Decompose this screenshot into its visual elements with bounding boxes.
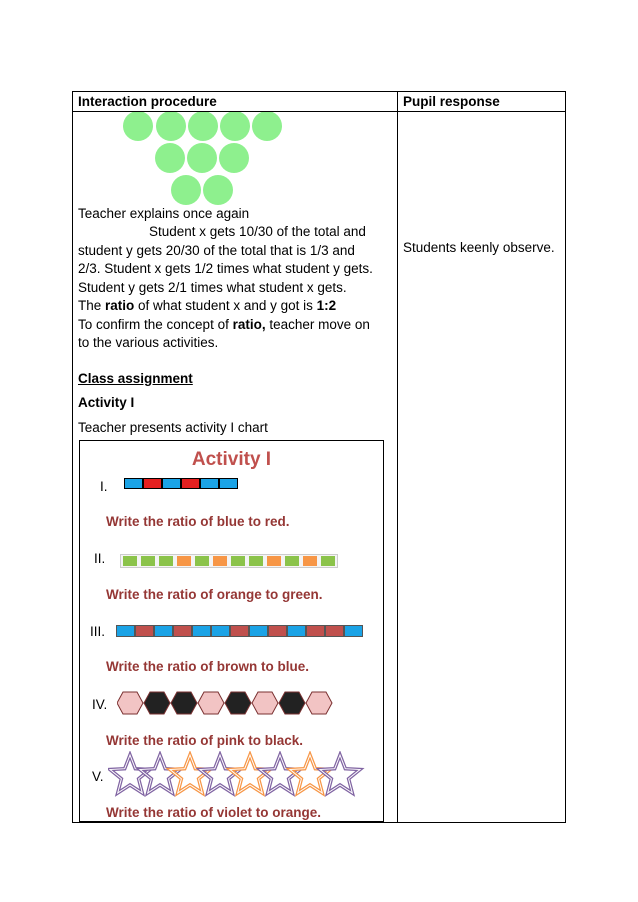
hexagon-black	[279, 692, 305, 714]
bar-blue-red	[124, 478, 238, 489]
star-row	[108, 751, 378, 799]
question-text: Write the ratio of pink to black.	[106, 733, 304, 748]
hexagon-pink	[306, 692, 332, 714]
ratio-statement: The ratio of what student x and y got is 1:2	[78, 298, 337, 313]
question-text: Write the ratio of violet to orange.	[106, 805, 322, 820]
pupil-response-text: Students keenly observe.	[403, 240, 555, 255]
procedure-line: to the various activities.	[78, 335, 219, 350]
procedure-line: student y gets 20/30 of the total that is 1/3 and	[78, 243, 355, 258]
column-divider	[397, 92, 398, 822]
hexagon-row	[117, 690, 337, 716]
hexagon-black	[171, 692, 197, 714]
hexagon-pink	[117, 692, 143, 714]
header-procedure: Interaction procedure	[78, 94, 217, 109]
question-text: Write the ratio of brown to blue.	[106, 659, 309, 674]
question-text: Write the ratio of orange to green.	[106, 587, 323, 602]
hexagon-pink	[198, 692, 224, 714]
activity-title: Activity I	[191, 449, 272, 470]
item-numeral: III.	[90, 624, 106, 639]
hexagon-black	[144, 692, 170, 714]
procedure-line: Student y gets 2/1 times what student x gets.	[78, 280, 347, 295]
class-assignment-heading: Class assignment	[78, 371, 193, 386]
presents-line: Teacher presents activity I chart	[78, 420, 268, 435]
hexagon-black	[225, 692, 251, 714]
question-text: Write the ratio of blue to red.	[106, 514, 290, 529]
header-response: Pupil response	[403, 94, 500, 109]
bar-orange-green	[120, 554, 338, 568]
procedure-line: Teacher explains once again	[78, 206, 250, 221]
hexagon-pink	[252, 692, 278, 714]
procedure-line: Student x gets 10/30 of the total and	[149, 224, 366, 239]
header-divider	[73, 111, 565, 112]
confirm-statement: To confirm the concept of ratio, teacher move on	[78, 317, 370, 332]
item-numeral: IV.	[92, 697, 108, 712]
procedure-line: 2/3. Student x gets 1/2 times what student y gets.	[78, 261, 373, 276]
item-numeral: V.	[92, 769, 104, 784]
star-highlight	[320, 755, 360, 793]
activity-heading: Activity I	[78, 395, 135, 410]
bar-brown-blue	[116, 625, 363, 637]
item-numeral: I.	[100, 479, 108, 494]
lesson-table	[72, 91, 566, 823]
activity-chart	[79, 440, 384, 822]
item-numeral: II.	[94, 551, 106, 566]
